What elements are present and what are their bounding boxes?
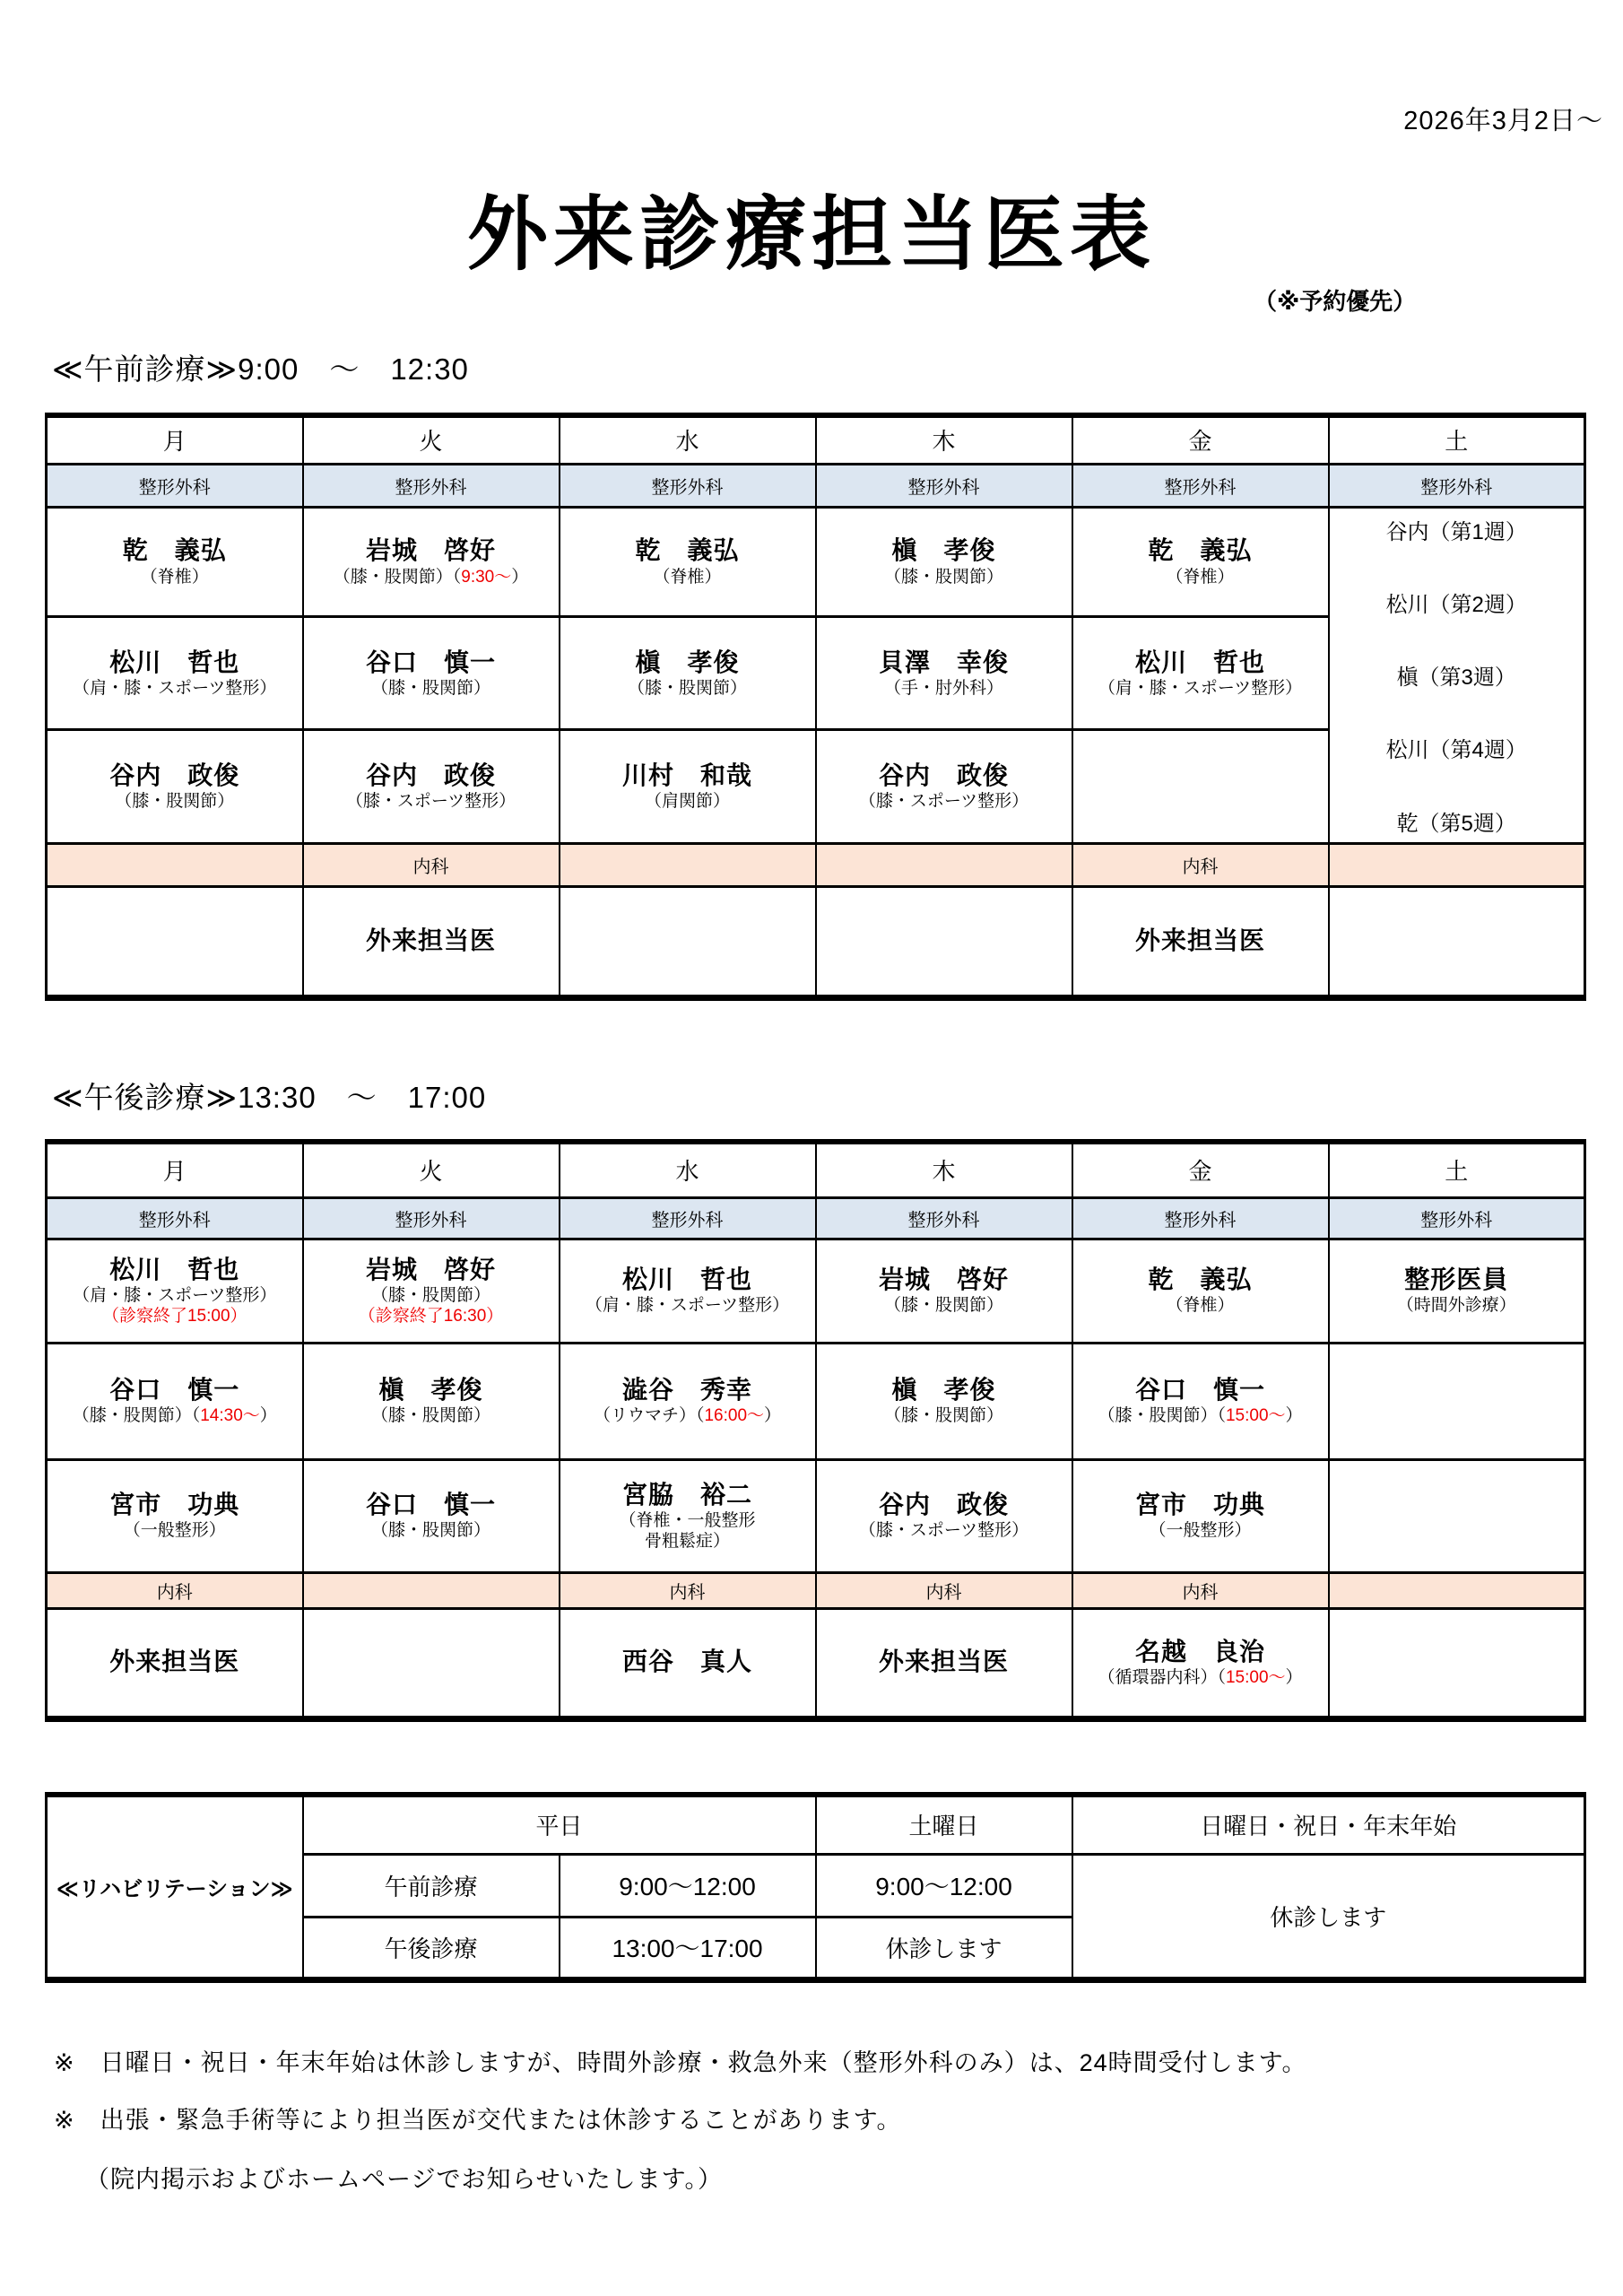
text-span: 谷口 慎一 bbox=[365, 648, 496, 676]
cell-line bbox=[560, 1531, 815, 1552]
rehab-morning-weekday-time: 9:00～12:00 bbox=[560, 1854, 816, 1917]
text-span: （膝・股関節）（ bbox=[72, 1406, 201, 1426]
department-cell-1: 整形外科 bbox=[303, 464, 560, 507]
duty-cell bbox=[303, 886, 560, 997]
text-span: 骨粗鬆症） bbox=[644, 1532, 730, 1552]
doctor-cell bbox=[47, 507, 303, 616]
doctor-cell bbox=[47, 1239, 303, 1343]
text-span: （時間外診療） bbox=[1396, 1296, 1516, 1316]
text-span: 岩城 啓好 bbox=[365, 536, 496, 565]
cell-line bbox=[304, 1255, 559, 1285]
red-time-note: 9:30～ bbox=[461, 567, 512, 587]
doctor-cell bbox=[47, 1459, 303, 1572]
text-span: （膝・スポーツ整形） bbox=[858, 792, 1029, 812]
text-span: 松川 哲也 bbox=[621, 1265, 752, 1294]
day-header-row bbox=[47, 415, 1585, 464]
department2-row bbox=[47, 1572, 1585, 1608]
text-span: （肩関節） bbox=[644, 792, 730, 812]
text-span: ） bbox=[1285, 1667, 1303, 1687]
doctor-cell bbox=[816, 616, 1072, 729]
department-cell-0: 整形外科 bbox=[47, 1197, 303, 1239]
department2-cell: 内科 bbox=[816, 1572, 1072, 1608]
rehabilitation-hours-table bbox=[45, 1792, 1586, 1983]
text-span: 槇 孝俊 bbox=[891, 536, 996, 565]
text-span: 名越 良治 bbox=[1134, 1637, 1265, 1665]
department2-cell bbox=[303, 1572, 560, 1608]
doctor-cell bbox=[303, 616, 560, 729]
doctor-cell bbox=[1072, 616, 1329, 729]
saturday-week-entry: 松川（第2週） bbox=[1385, 592, 1527, 617]
cell-line bbox=[304, 567, 559, 587]
cell-line bbox=[817, 535, 1072, 566]
text-span: 乾 義弘 bbox=[1148, 1265, 1253, 1294]
text-span: （脊椎） bbox=[1166, 567, 1235, 587]
department-row bbox=[47, 464, 1585, 507]
cell-line bbox=[304, 648, 559, 678]
duty-cell bbox=[1329, 886, 1585, 997]
duty-cell bbox=[47, 1608, 303, 1718]
department2-cell bbox=[47, 843, 303, 886]
cell-line bbox=[817, 1265, 1072, 1295]
doctor-cell bbox=[47, 1343, 303, 1459]
rehab-afternoon-saturday-closed: 休診します bbox=[816, 1917, 1072, 1979]
cell-line bbox=[1073, 1490, 1328, 1520]
cell-line bbox=[48, 678, 302, 699]
department-cell-3: 整形外科 bbox=[816, 464, 1072, 507]
cell-line bbox=[1073, 1667, 1328, 1688]
doctor-cell bbox=[816, 1343, 1072, 1459]
day-header-0: 月 bbox=[47, 1142, 303, 1197]
cell-line bbox=[304, 1520, 559, 1541]
text-span: （肩・膝・スポーツ整形） bbox=[585, 1296, 790, 1316]
text-span: 宮市 功典 bbox=[1134, 1491, 1265, 1519]
cell-line bbox=[560, 1295, 815, 1316]
cell-line bbox=[560, 535, 815, 566]
cell-line bbox=[304, 1306, 559, 1326]
day-header-5: 土 bbox=[1329, 1142, 1585, 1197]
text-span: （脊椎） bbox=[653, 567, 722, 587]
text-span: （膝・スポーツ整形） bbox=[345, 792, 516, 812]
cell-line bbox=[560, 791, 815, 812]
day-header-1: 火 bbox=[303, 1142, 560, 1197]
text-span: 貝澤 幸俊 bbox=[878, 648, 1009, 676]
cell-line bbox=[1073, 648, 1328, 678]
department-cell-2: 整形外科 bbox=[560, 464, 816, 507]
text-span: 乾 義弘 bbox=[122, 536, 227, 565]
cell-line bbox=[1073, 1375, 1328, 1405]
text-span: 谷内 政俊 bbox=[878, 1491, 1009, 1519]
cell-line bbox=[48, 1520, 302, 1541]
text-span: （膝・股関節） bbox=[370, 678, 490, 698]
cell-line bbox=[817, 1520, 1072, 1541]
text-span: 外来担当医 bbox=[365, 926, 496, 954]
text-span: 宮脇 裕二 bbox=[621, 1480, 752, 1509]
morning-schedule-table bbox=[45, 413, 1586, 1001]
cell-line bbox=[48, 1490, 302, 1520]
text-span: （肩・膝・スポーツ整形） bbox=[73, 1285, 277, 1305]
cell-line bbox=[48, 535, 302, 566]
cell-line bbox=[1330, 1295, 1584, 1316]
text-span: 松川 哲也 bbox=[1134, 648, 1265, 676]
text-span: 外来担当医 bbox=[109, 1648, 240, 1676]
text-span: （循環器内科）（ bbox=[1098, 1667, 1226, 1687]
saturday-week-rotation-cell bbox=[1329, 507, 1585, 843]
duty-cell bbox=[1072, 1608, 1329, 1718]
text-span: ） bbox=[511, 567, 529, 587]
doctor-cell bbox=[1072, 1343, 1329, 1459]
cell-line bbox=[304, 761, 559, 791]
duty-cell bbox=[816, 1608, 1072, 1718]
cell-line bbox=[48, 567, 302, 587]
saturday-week-list bbox=[1330, 509, 1584, 842]
cell-line bbox=[817, 1405, 1072, 1426]
doctor-cell bbox=[303, 730, 560, 843]
afternoon-section-title: ≪午後診療≫13:30 ～ 17:00 bbox=[52, 1081, 487, 1114]
text-span: 谷内 政俊 bbox=[365, 761, 496, 790]
note-holiday-emergency: ※ 日曜日・祝日・年末年始は休診しますが、時間外診療・救急外来（整形外科のみ）は、24時間受付します。 bbox=[54, 2049, 1307, 2076]
text-span: ） bbox=[1285, 1406, 1303, 1426]
doctor-cell bbox=[560, 730, 816, 843]
department2-cell bbox=[816, 843, 1072, 886]
cell-line bbox=[304, 1375, 559, 1405]
cell-line bbox=[304, 926, 559, 956]
saturday-week-entry: 松川（第4週） bbox=[1385, 738, 1527, 763]
rehab-holiday-closed: 休診します bbox=[1072, 1854, 1585, 1979]
rehab-afternoon-weekday-time: 13:00～17:00 bbox=[560, 1917, 816, 1979]
doctor-cell bbox=[816, 1239, 1072, 1343]
duty-cell bbox=[1329, 1608, 1585, 1718]
department2-cell: 内科 bbox=[560, 1572, 816, 1608]
cell-line bbox=[48, 1375, 302, 1405]
text-span: 松川 哲也 bbox=[109, 648, 240, 676]
saturday-week-entry: 谷内（第1週） bbox=[1385, 519, 1527, 544]
rehab-header-holiday: 日曜日・祝日・年末年始 bbox=[1072, 1795, 1585, 1854]
text-span: 槇 孝俊 bbox=[378, 1376, 483, 1405]
doctor-cell bbox=[816, 730, 1072, 843]
text-span: （脊椎） bbox=[140, 567, 209, 587]
duty-cell bbox=[303, 1608, 560, 1718]
department2-cell: 内科 bbox=[47, 1572, 303, 1608]
cell-line bbox=[560, 648, 815, 678]
cell-line bbox=[817, 761, 1072, 791]
department-cell-5: 整形外科 bbox=[1329, 1197, 1585, 1239]
text-span: 谷口 慎一 bbox=[1134, 1376, 1265, 1405]
text-span: 槇 孝俊 bbox=[891, 1376, 996, 1405]
rehab-morning-label: 午前診療 bbox=[303, 1854, 560, 1917]
cell-line bbox=[817, 1490, 1072, 1520]
cell-line bbox=[1073, 1265, 1328, 1295]
cell-line bbox=[817, 1375, 1072, 1405]
cell-line bbox=[560, 1375, 815, 1405]
doctor-cell bbox=[816, 1459, 1072, 1572]
text-span: （膝・股関節） bbox=[370, 1406, 490, 1426]
text-span: （膝・股関節） bbox=[627, 678, 747, 698]
text-span: 谷内 政俊 bbox=[109, 761, 240, 790]
department2-cell bbox=[1329, 843, 1585, 886]
cell-line bbox=[304, 1285, 559, 1306]
duty-row bbox=[47, 1608, 1585, 1718]
cell-line bbox=[560, 1510, 815, 1531]
cell-line bbox=[1073, 926, 1328, 956]
cell-line bbox=[560, 567, 815, 587]
cell-line bbox=[560, 1480, 815, 1510]
department-cell-4: 整形外科 bbox=[1072, 1197, 1329, 1239]
text-span: 谷口 慎一 bbox=[109, 1376, 240, 1405]
cell-line bbox=[48, 1405, 302, 1426]
department-cell-2: 整形外科 bbox=[560, 1197, 816, 1239]
department-cell-0: 整形外科 bbox=[47, 464, 303, 507]
department-cell-1: 整形外科 bbox=[303, 1197, 560, 1239]
department-row bbox=[47, 1197, 1585, 1239]
department-cell-4: 整形外科 bbox=[1072, 464, 1329, 507]
doctor-cell bbox=[303, 1239, 560, 1343]
text-span: （肩・膝・スポーツ整形） bbox=[1098, 678, 1303, 698]
note-doctor-substitution: ※ 出張・緊急手術等により担当医が交代または休診することがあります。 bbox=[54, 2107, 902, 2134]
text-span: （膝・スポーツ整形） bbox=[858, 1521, 1029, 1541]
cell-line bbox=[560, 1405, 815, 1426]
cell-line bbox=[817, 567, 1072, 587]
cell-line bbox=[1073, 1295, 1328, 1316]
cell-line bbox=[1073, 678, 1328, 699]
duty-cell bbox=[47, 886, 303, 997]
text-span: （膝・股関節） bbox=[883, 567, 1003, 587]
saturday-week-entry: 槇（第3週） bbox=[1396, 665, 1516, 690]
text-span: 澁谷 秀幸 bbox=[621, 1376, 752, 1405]
doctor-cell bbox=[560, 507, 816, 616]
text-span: 岩城 啓好 bbox=[878, 1265, 1009, 1294]
text-span: 槇 孝俊 bbox=[635, 648, 740, 676]
department-cell-5: 整形外科 bbox=[1329, 464, 1585, 507]
cell-line bbox=[304, 1490, 559, 1520]
doctor-cell bbox=[816, 507, 1072, 616]
day-header-1: 火 bbox=[303, 415, 560, 464]
note-announcement: （院内掲示およびホームページでお知らせいたします。） bbox=[85, 2166, 723, 2193]
doctor-row-0 bbox=[47, 1239, 1585, 1343]
red-time-note: 15:00～ bbox=[1225, 1667, 1286, 1687]
text-span: 岩城 啓好 bbox=[365, 1255, 496, 1283]
duty-row bbox=[47, 886, 1585, 997]
cell-line bbox=[48, 1255, 302, 1285]
doctor-cell bbox=[1072, 1239, 1329, 1343]
duty-cell bbox=[1072, 886, 1329, 997]
day-header-4: 金 bbox=[1072, 415, 1329, 464]
doctor-cell bbox=[560, 1343, 816, 1459]
rehab-header-weekday: 平日 bbox=[303, 1795, 816, 1854]
department2-row bbox=[47, 843, 1585, 886]
cell-line bbox=[48, 761, 302, 791]
cell-line bbox=[48, 648, 302, 678]
department2-cell bbox=[1329, 1572, 1585, 1608]
department2-cell: 内科 bbox=[1072, 843, 1329, 886]
text-span: （一般整形） bbox=[1149, 1521, 1252, 1541]
cell-line bbox=[48, 791, 302, 812]
cell-line bbox=[817, 678, 1072, 699]
rehab-morning-saturday-time: 9:00～12:00 bbox=[816, 1854, 1072, 1917]
doctor-row-2 bbox=[47, 1459, 1585, 1572]
text-span: （脊椎） bbox=[1166, 1296, 1235, 1316]
text-span: 整形医員 bbox=[1404, 1265, 1509, 1294]
cell-line bbox=[48, 1647, 302, 1677]
text-span: 松川 哲也 bbox=[109, 1255, 240, 1283]
text-span: （手・肘外科） bbox=[883, 678, 1003, 698]
text-span: （膝・股関節）（ bbox=[1098, 1406, 1226, 1426]
text-span: （膝・股関節）（ bbox=[333, 567, 462, 587]
doctor-cell bbox=[303, 1343, 560, 1459]
doctor-cell bbox=[560, 616, 816, 729]
page-title: 外来診療担当医表 bbox=[467, 190, 1156, 280]
cell-line bbox=[560, 761, 815, 791]
doctor-cell bbox=[47, 730, 303, 843]
day-header-5: 土 bbox=[1329, 415, 1585, 464]
doctor-cell bbox=[1329, 1239, 1585, 1343]
cell-line bbox=[1073, 535, 1328, 566]
cell-line bbox=[817, 1295, 1072, 1316]
department2-cell bbox=[560, 843, 816, 886]
cell-line bbox=[817, 648, 1072, 678]
cell-line bbox=[1073, 1520, 1328, 1541]
cell-line bbox=[560, 678, 815, 699]
cell-line bbox=[304, 1405, 559, 1426]
cell-line bbox=[304, 678, 559, 699]
text-span: （肩・膝・スポーツ整形） bbox=[73, 678, 277, 698]
duty-cell bbox=[560, 886, 816, 997]
cell-line bbox=[560, 1265, 815, 1295]
cell-line bbox=[1330, 1265, 1584, 1295]
text-span: 西谷 真人 bbox=[621, 1648, 752, 1676]
text-span: ） bbox=[764, 1406, 782, 1426]
text-span: 外来担当医 bbox=[1134, 926, 1265, 954]
rehab-label: ≪リハビリテーション≫ bbox=[47, 1795, 303, 1979]
doctor-cell bbox=[1072, 507, 1329, 616]
day-header-4: 金 bbox=[1072, 1142, 1329, 1197]
cell-line bbox=[817, 791, 1072, 812]
morning-section-title: ≪午前診療≫9:00 ～ 12:30 bbox=[52, 352, 469, 386]
doctor-cell bbox=[303, 1459, 560, 1572]
day-header-3: 木 bbox=[816, 1142, 1072, 1197]
text-span: 乾 義弘 bbox=[1148, 536, 1253, 565]
day-header-0: 月 bbox=[47, 415, 303, 464]
text-span: 川村 和哉 bbox=[621, 761, 752, 790]
text-span: ） bbox=[259, 1406, 277, 1426]
afternoon-schedule-table bbox=[45, 1139, 1586, 1722]
rehab-header-row bbox=[47, 1795, 1585, 1854]
text-span: （膝・股関節） bbox=[115, 792, 235, 812]
text-span: 谷口 慎一 bbox=[365, 1491, 496, 1519]
doctor-cell bbox=[560, 1239, 816, 1343]
cell-line bbox=[304, 535, 559, 566]
red-time-note: （診察終了15:00） bbox=[101, 1307, 247, 1326]
saturday-week-entry: 乾（第5週） bbox=[1396, 811, 1516, 836]
department2-cell: 内科 bbox=[1072, 1572, 1329, 1608]
day-header-row bbox=[47, 1142, 1585, 1197]
text-span: 宮市 功典 bbox=[109, 1491, 240, 1519]
doctor-cell bbox=[1329, 1343, 1585, 1459]
rehab-header-saturday: 土曜日 bbox=[816, 1795, 1072, 1854]
day-header-3: 木 bbox=[816, 415, 1072, 464]
doctor-cell bbox=[47, 616, 303, 729]
doctor-cell bbox=[1072, 1459, 1329, 1572]
red-time-note: （診察終了16:30） bbox=[358, 1307, 504, 1326]
doctor-cell bbox=[1329, 1459, 1585, 1572]
cell-line bbox=[1073, 1637, 1328, 1667]
cell-line bbox=[1073, 567, 1328, 587]
cell-line bbox=[48, 1306, 302, 1326]
cell-line bbox=[1073, 1405, 1328, 1426]
red-time-note: 16:00～ bbox=[704, 1406, 765, 1426]
duty-cell bbox=[816, 886, 1072, 997]
text-span: （膝・股関節） bbox=[370, 1285, 490, 1305]
reservation-priority-note: （※予約優先） bbox=[1254, 288, 1417, 315]
day-header-2: 水 bbox=[560, 415, 816, 464]
rehab-afternoon-label: 午後診療 bbox=[303, 1917, 560, 1979]
text-span: 乾 義弘 bbox=[635, 536, 740, 565]
department2-cell: 内科 bbox=[303, 843, 560, 886]
duty-cell bbox=[560, 1608, 816, 1718]
cell-line bbox=[304, 791, 559, 812]
text-span: 外来担当医 bbox=[878, 1648, 1009, 1676]
doctor-cell bbox=[1072, 730, 1329, 843]
effective-date: 2026年3月2日～ bbox=[1403, 107, 1603, 135]
cell-line bbox=[560, 1647, 815, 1677]
text-span: 谷内 政俊 bbox=[878, 761, 1009, 790]
doctor-row-1 bbox=[47, 1343, 1585, 1459]
cell-line bbox=[817, 1647, 1072, 1677]
text-span: （膝・股関節） bbox=[883, 1406, 1003, 1426]
doctor-row-0 bbox=[47, 507, 1585, 616]
red-time-note: 14:30～ bbox=[200, 1406, 260, 1426]
text-span: （膝・股関節） bbox=[370, 1521, 490, 1541]
department-cell-3: 整形外科 bbox=[816, 1197, 1072, 1239]
text-span: （脊椎・一般整形 bbox=[619, 1510, 756, 1530]
text-span: （リウマチ）（ bbox=[593, 1406, 705, 1426]
doctor-cell bbox=[303, 507, 560, 616]
text-span: （一般整形） bbox=[123, 1521, 226, 1541]
text-span: （膝・股関節） bbox=[883, 1296, 1003, 1316]
red-time-note: 15:00～ bbox=[1225, 1406, 1286, 1426]
doctor-cell bbox=[560, 1459, 816, 1572]
cell-line bbox=[48, 1285, 302, 1306]
day-header-2: 水 bbox=[560, 1142, 816, 1197]
